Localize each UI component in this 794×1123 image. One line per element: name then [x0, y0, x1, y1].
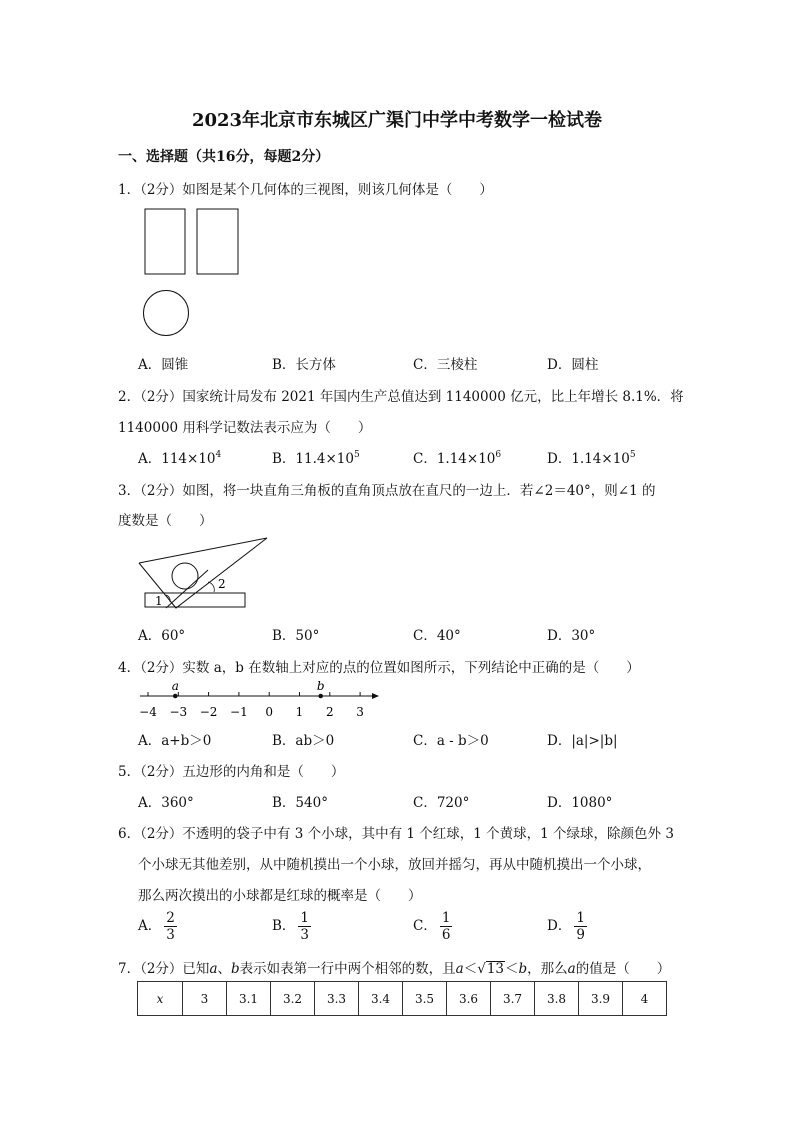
tick-label: −3: [169, 705, 188, 719]
q4-option-a[interactable]: A．a+b＞0: [138, 733, 212, 749]
q3-option-c[interactable]: C．40°: [413, 628, 461, 644]
question-2-line-1: 2．（2分）国家统计局发布 2021 年国内生产总值达到 1140000 亿元，比上年增长 8.1%．将: [118, 389, 684, 405]
question-4-stem: 4．（2分）实数 a，b 在数轴上对应的点的位置如图所示，下列结论中正确的是（ ）: [118, 660, 640, 676]
point-a: [173, 694, 178, 699]
tick-label: −2: [199, 705, 218, 719]
q2-option-a[interactable]: A．$114\times 10^4$: [138, 450, 222, 467]
angle-2-label: 2: [218, 577, 226, 591]
q1-option-a[interactable]: A．圆锥: [138, 357, 189, 373]
set-square-hole: [172, 563, 198, 589]
question-3-line-2: 度数是（ ）: [118, 513, 213, 529]
q6-option-d[interactable]: D． $\frac{1}{9}$: [547, 910, 585, 943]
q3-option-a[interactable]: A．60°: [138, 628, 186, 644]
q1-option-b[interactable]: B．长方体: [272, 357, 336, 373]
sqrt-13: √13: [477, 961, 505, 977]
question-7-stem: 7．（2分）已知a、b表示如表第一行中两个相邻的数，且a＜√13＜b，那么a的值是（ ）: [118, 961, 671, 977]
q5-option-b[interactable]: B．540°: [272, 795, 328, 811]
tick-label: 0: [265, 705, 274, 719]
tick-label: 3: [356, 705, 364, 719]
table-cell: 3: [183, 982, 227, 1016]
page-title: 2023年北京市东城区广渠门中学中考数学一检试卷: [191, 110, 603, 131]
axis-arrow: [372, 693, 379, 699]
number-line-figure: [136, 678, 380, 722]
table-row: [138, 982, 667, 1016]
angle-2-arc: [208, 582, 214, 592]
point-b: [318, 694, 323, 699]
q2-option-d[interactable]: D．$1.14\times 10^5$: [547, 450, 636, 467]
tick-label: 2: [325, 705, 334, 719]
question-6-line-2: 个小球无其他差别，从中随机摸出一个小球，放回并摇匀，再从中随机摸出一个小球，: [138, 857, 651, 873]
q3-option-d[interactable]: D．30°: [547, 628, 596, 644]
q4-option-b[interactable]: B．ab＞0: [272, 733, 335, 749]
q4-option-d[interactable]: D．|a|>|b|: [547, 733, 618, 749]
q5-option-c[interactable]: C．720°: [413, 795, 470, 811]
point-a-label: a: [171, 679, 179, 693]
table-cell: 3.4: [359, 982, 403, 1016]
top-view-circle: [144, 291, 189, 336]
fraction: $\frac{1}{6}$: [441, 910, 451, 943]
q6-option-b[interactable]: B． $\frac{1}{3}$: [272, 910, 310, 943]
question-2-line-2: 1140000 用科学记数法表示应为（ ）: [118, 420, 372, 436]
q5-option-d[interactable]: D．1080°: [547, 795, 613, 811]
tick-label: 1: [295, 705, 304, 719]
angle-1-label: 1: [155, 594, 163, 608]
question-3-line-1: 3．（2分）如图，将一块直角三角板的直角顶点放在直尺的一边上．若∠2＝40°，则∠1 的: [118, 483, 656, 499]
table-cell: 3.3: [315, 982, 359, 1016]
question-6-line-1: 6．（2分）不透明的袋子中有 3 个小球，其中有 1 个红球，1 个黄球，1 个绿球，除颜色外 3: [118, 826, 674, 842]
question-1-stem: 1．（2分）如图是某个几何体的三视图，则该几何体是（ ）: [118, 182, 493, 198]
table-cell: x: [138, 982, 183, 1016]
point-b-label: b: [316, 679, 325, 693]
table-cell: 3.8: [535, 982, 579, 1016]
fraction: $\frac{1}{9}$: [576, 910, 585, 943]
q2-option-c[interactable]: C．$1.14\times 10^6$: [413, 450, 502, 467]
fraction: $\frac{2}{3}$: [166, 910, 175, 943]
table-cell: 3.9: [579, 982, 623, 1016]
table-cell: 4: [623, 982, 667, 1016]
q5-option-a[interactable]: A．360°: [138, 795, 194, 811]
q4-option-c[interactable]: C．a - b＞0: [413, 733, 489, 749]
table-cell: 3.1: [227, 982, 271, 1016]
section-heading: 一、选择题（共16分，每题2分）: [118, 149, 330, 165]
triangle-ruler-figure: [136, 534, 272, 614]
side-view-rect: [197, 209, 238, 274]
three-view-figure: [138, 204, 248, 340]
question-5-stem: 5．（2分）五边形的内角和是（ ）: [118, 764, 345, 780]
question-6-line-3: 那么两次摸出的小球都是红球的概率是（ ）: [138, 888, 422, 904]
q6-option-a[interactable]: A． $\frac{2}{3}$: [138, 910, 175, 943]
q6-option-c[interactable]: C． $\frac{1}{6}$: [413, 910, 451, 943]
table-cell: 3.5: [403, 982, 447, 1016]
values-table: [137, 981, 667, 1016]
table-cell: 3.2: [271, 982, 315, 1016]
fraction: $\frac{1}{3}$: [300, 910, 310, 943]
table-cell: 3.7: [491, 982, 535, 1016]
table-cell: 3.6: [447, 982, 491, 1016]
front-view-rect: [145, 209, 185, 274]
tick-label: −4: [139, 705, 157, 719]
tick-label: −1: [230, 705, 248, 719]
q1-option-c[interactable]: C．三棱柱: [413, 357, 478, 373]
q1-option-d[interactable]: D．圆柱: [547, 357, 599, 373]
q3-option-b[interactable]: B．50°: [272, 628, 320, 644]
q2-option-b[interactable]: B．$11.4\times 10^5$: [272, 450, 360, 467]
